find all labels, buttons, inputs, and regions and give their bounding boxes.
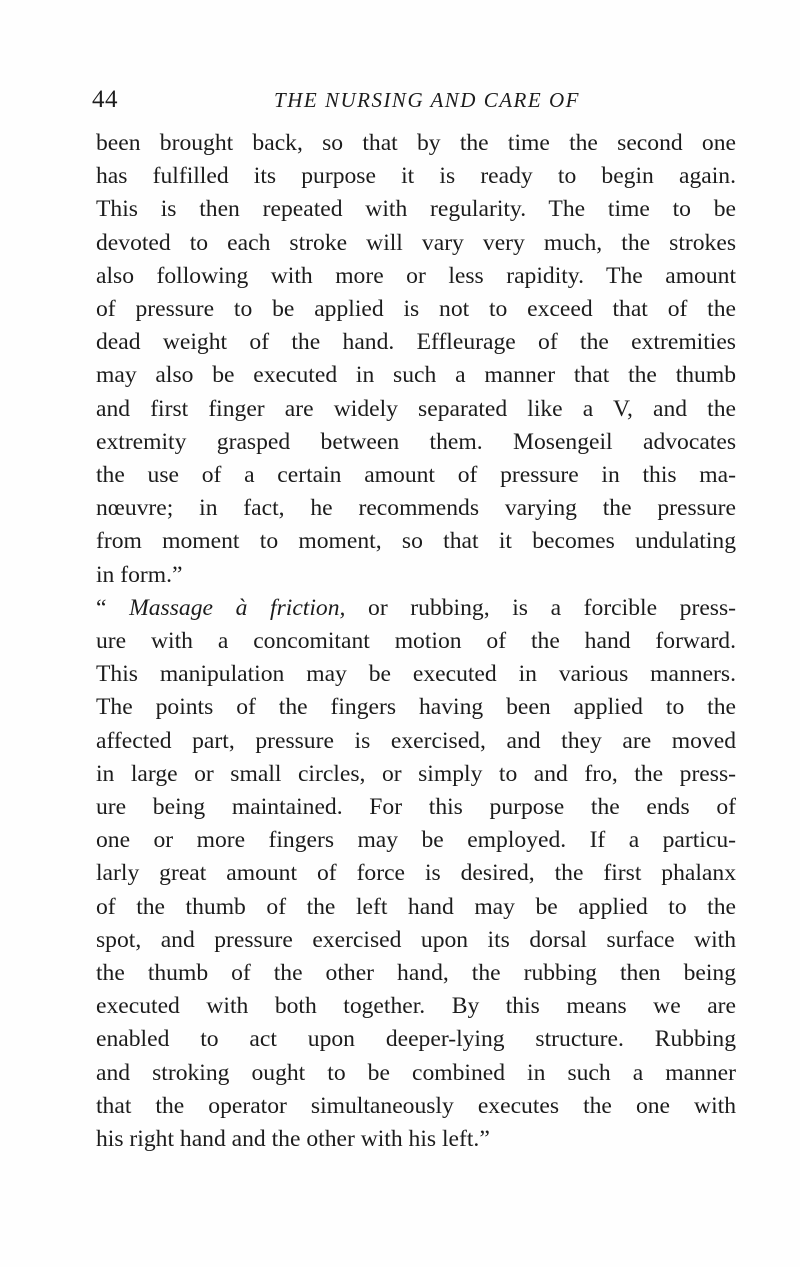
text-line: been brought back, so that by the time the second one: [96, 130, 736, 156]
text-line: This manipulation may be executed in various manners.: [96, 661, 736, 688]
text-line: has fulfilled its purpose it is ready to begin again.: [96, 163, 736, 190]
running-head: [92, 86, 742, 116]
first-line-rest: or rubbing, is a forcible press-: [345, 594, 737, 621]
text-line: of pressure to be applied is not to exceed that of the: [96, 296, 736, 323]
text-line: his right hand and the other with his left.”: [96, 1126, 490, 1153]
text-line: devoted to each stroke will vary very much, the strokes: [96, 229, 736, 256]
text-line: extremity grasped between them. Mosengeil advocates: [96, 428, 736, 455]
text-line: in large or small circles, or simply to and fro, the press-: [96, 760, 736, 787]
open-quote: “: [96, 594, 130, 621]
text-line: the thumb of the other hand, the rubbing then being: [96, 960, 736, 987]
running-title: THE NURSING AND CARE OF: [274, 88, 580, 112]
text-line: that the operator simultaneously executes the one with: [96, 1092, 736, 1119]
text-line: affected part, pressure is exercised, and they are moved: [96, 727, 736, 754]
text-line: dead weight of the hand. Effleurage of the extremities: [96, 329, 736, 356]
paragraph-first-line: [96, 592, 736, 625]
text-line: spot, and pressure exercised upon its dorsal surface with: [96, 926, 736, 953]
text-line: one or more fingers may be employed. If a particu-: [96, 827, 736, 854]
text-line: ure with a concomitant motion of the hand forward.: [96, 628, 736, 655]
body-text: [96, 127, 736, 1156]
text-line: nœuvre; in fact, he recommends varying the pressure: [96, 495, 736, 522]
text-line: This is then repeated with regularity. The time to be: [96, 196, 736, 223]
text-line: from moment to moment, so that it becomes undulating: [96, 528, 736, 555]
text-line: in form.”: [96, 561, 183, 588]
text-line: the use of a certain amount of pressure in this ma-: [96, 462, 736, 489]
text-line: and stroking ought to be combined in such a manner: [96, 1059, 736, 1086]
text-line: larly great amount of force is desired, the first phalanx: [96, 860, 736, 887]
text-line: also following with more or less rapidity. The amount: [96, 262, 736, 289]
text-line: enabled to act upon deeper-lying structure. Rubbing: [96, 1026, 736, 1053]
italic-term: Massage à friction,: [129, 594, 346, 621]
text-line: and first finger are widely separated like a V, and the: [96, 395, 736, 422]
text-line: ure being maintained. For this purpose the ends of: [96, 794, 736, 821]
page-number: 44: [92, 86, 118, 113]
text-line: may also be executed in such a manner that the thumb: [96, 362, 736, 389]
text-line: executed with both together. By this means we are: [96, 993, 736, 1020]
text-line: The points of the fingers having been applied to the: [96, 694, 736, 721]
text-line: of the thumb of the left hand may be applied to the: [96, 893, 736, 920]
